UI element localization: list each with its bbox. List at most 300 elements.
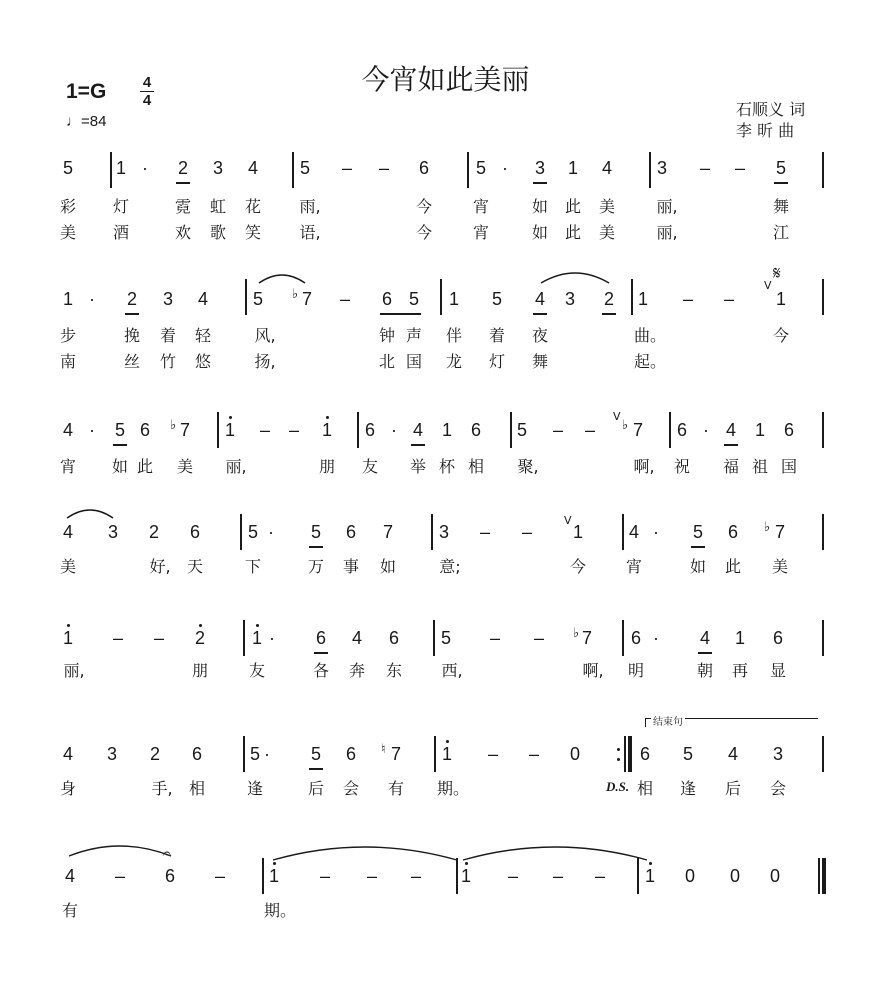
- note: 1: [115, 158, 127, 178]
- note: 6: [783, 420, 795, 440]
- lyric: 祖: [751, 457, 769, 476]
- note: 4: [601, 158, 613, 178]
- dash: –: [521, 522, 533, 542]
- lyric: 今: [415, 223, 433, 242]
- lyricist-credit: 石顺义 词: [736, 100, 806, 119]
- dash: –: [114, 866, 126, 886]
- lyric: 此: [564, 223, 582, 242]
- lyric: 下: [244, 557, 262, 576]
- note: 5: [310, 744, 322, 764]
- bar-line: [433, 620, 435, 656]
- lyric: 扬,: [254, 352, 276, 371]
- lyric: 朋: [318, 457, 336, 476]
- note: 6: [388, 628, 400, 648]
- lyric: 挽: [123, 326, 141, 345]
- lyric: 宵: [472, 197, 490, 216]
- note: 4: [699, 628, 711, 648]
- high-octave-dot: [199, 624, 202, 627]
- lyric: 霓: [174, 197, 192, 216]
- dash: –: [378, 158, 390, 178]
- note: 3: [212, 158, 224, 178]
- underline: [691, 546, 705, 548]
- lyric: 虹: [209, 197, 227, 216]
- note: 1: [460, 866, 472, 886]
- slur: [258, 271, 306, 285]
- lyric: 花: [244, 197, 262, 216]
- note: 4: [534, 289, 546, 309]
- dot-duration: ·: [703, 420, 709, 440]
- bar-line: [467, 152, 469, 188]
- note: 3: [534, 158, 546, 178]
- lyric: 起。: [633, 352, 667, 371]
- lyric: 后: [724, 779, 742, 798]
- lyric: 奔: [348, 661, 366, 680]
- note: 1: [268, 866, 280, 886]
- lyric: 祝: [673, 457, 691, 476]
- note: 1: [62, 628, 74, 648]
- bar-line: [510, 412, 512, 448]
- lyric: 各: [312, 661, 330, 680]
- bar-line: [110, 152, 112, 188]
- bar-line: [822, 514, 824, 550]
- high-octave-dot: [465, 862, 468, 865]
- lyric: 此: [724, 557, 742, 576]
- lyric: 丝: [123, 352, 141, 371]
- note: 6: [191, 744, 203, 764]
- lyric: 会: [769, 779, 787, 798]
- lyric: 灯: [112, 197, 130, 216]
- lyric: 美: [59, 223, 77, 242]
- lyric: 举: [409, 457, 427, 476]
- lyric: 彩: [59, 197, 77, 216]
- lyric: 期。: [436, 779, 470, 798]
- lyric: 今: [569, 557, 587, 576]
- high-octave-dot: [256, 624, 259, 627]
- underline: [176, 182, 190, 184]
- note: 6: [315, 628, 327, 648]
- score-line-5: [0, 620, 891, 750]
- bar-line: [440, 279, 442, 315]
- dash: –: [528, 744, 540, 764]
- note: 5: [440, 628, 452, 648]
- note: 4: [247, 158, 259, 178]
- lyric: 曲。: [633, 326, 667, 345]
- breath-mark: V: [764, 279, 772, 292]
- lyric: 有: [387, 779, 405, 798]
- dash: –: [410, 866, 422, 886]
- slur: [66, 506, 114, 520]
- bar-line: [631, 279, 633, 315]
- note: 7: [581, 628, 593, 648]
- note: 4: [727, 744, 739, 764]
- lyric: 江: [772, 223, 790, 242]
- high-octave-dot: [229, 416, 232, 419]
- dash: –: [699, 158, 711, 178]
- dash: –: [288, 420, 300, 440]
- underline: [411, 444, 425, 446]
- lyric: 相: [467, 457, 485, 476]
- note: 1: [448, 289, 460, 309]
- lyric: 丽,: [225, 457, 247, 476]
- note: 7: [390, 744, 402, 764]
- note: 4: [725, 420, 737, 440]
- lyric: 着: [488, 326, 506, 345]
- dash: –: [214, 866, 226, 886]
- dash: –: [489, 628, 501, 648]
- bar-line: [292, 152, 294, 188]
- lyric: 雨,: [299, 197, 321, 216]
- note: 1: [321, 420, 333, 440]
- fermata-icon: 𝄐: [163, 846, 171, 862]
- key-signature: 1=G: [66, 80, 107, 103]
- lyric: 歌: [209, 223, 227, 242]
- lyric: 意;: [439, 557, 461, 576]
- tie: [272, 844, 458, 862]
- lyric: 北: [378, 352, 396, 371]
- note: 7: [632, 420, 644, 440]
- lyric: 丽,: [656, 223, 678, 242]
- bar-line: [649, 152, 651, 188]
- lyric: 欢: [174, 223, 192, 242]
- dot-duration: ·: [269, 628, 275, 648]
- underline: [309, 546, 323, 548]
- lyric: 笑: [244, 223, 262, 242]
- note: 2: [149, 744, 161, 764]
- ds-marking: D.S.: [606, 779, 630, 794]
- tempo-value: =84: [81, 113, 107, 130]
- dot-duration: ·: [89, 420, 95, 440]
- note: 1: [441, 420, 453, 440]
- bar-line: [669, 412, 671, 448]
- underline: [724, 444, 738, 446]
- lyric: 福: [722, 457, 740, 476]
- dash: –: [259, 420, 271, 440]
- dash: –: [584, 420, 596, 440]
- lyric: 西,: [441, 661, 463, 680]
- note: 2: [194, 628, 206, 648]
- lyric: 相: [188, 779, 206, 798]
- note: 1: [754, 420, 766, 440]
- note: 5: [310, 522, 322, 542]
- repeat-end-thin: [624, 736, 626, 772]
- dash: –: [479, 522, 491, 542]
- dot-duration: ·: [653, 628, 659, 648]
- underline: [698, 652, 712, 654]
- lyric: 如: [531, 223, 549, 242]
- lyric: 风,: [254, 326, 276, 345]
- note: 1: [644, 866, 656, 886]
- note: 6: [470, 420, 482, 440]
- lyric: 手,: [151, 779, 173, 798]
- high-octave-dot: [446, 740, 449, 743]
- note: 1: [734, 628, 746, 648]
- score-line-7: [0, 846, 891, 988]
- note: 3: [772, 744, 784, 764]
- note: 4: [62, 420, 74, 440]
- note: 4: [412, 420, 424, 440]
- lyric: 舞: [531, 352, 549, 371]
- lyric: 伴: [445, 326, 463, 345]
- dot-duration: ·: [502, 158, 508, 178]
- lyric: 显: [769, 661, 787, 680]
- lyric: 东: [385, 661, 403, 680]
- dash: –: [319, 866, 331, 886]
- underline: [533, 182, 547, 184]
- underline: [533, 313, 547, 315]
- dash: –: [594, 866, 606, 886]
- note: 2: [148, 522, 160, 542]
- lyric: 如: [689, 557, 707, 576]
- note: 1: [251, 628, 263, 648]
- underline: [125, 313, 139, 315]
- note: 5: [516, 420, 528, 440]
- rest: 0: [729, 866, 741, 886]
- lyric: 此: [564, 197, 582, 216]
- lyric: 宵: [472, 223, 490, 242]
- note: 5: [299, 158, 311, 178]
- note: 6: [639, 744, 651, 764]
- note: 4: [351, 628, 363, 648]
- lyric: 宵: [59, 457, 77, 476]
- slur: [540, 269, 610, 285]
- note: 1: [572, 522, 584, 542]
- flat-icon: ♭: [292, 287, 299, 302]
- flat-icon: ♭: [573, 626, 580, 641]
- time-bottom: 4: [142, 92, 152, 109]
- repeat-dot: [617, 758, 620, 761]
- note: 1: [224, 420, 236, 440]
- lyric: 聚,: [517, 457, 539, 476]
- lyric: 美: [598, 197, 616, 216]
- note: 3: [162, 289, 174, 309]
- note: 6: [364, 420, 376, 440]
- note: 5: [62, 158, 74, 178]
- lyric: 身: [59, 779, 77, 798]
- lyric: 丽,: [656, 197, 678, 216]
- bar-line: [456, 858, 458, 894]
- note: 4: [62, 522, 74, 542]
- lyric: 啊,: [582, 661, 604, 680]
- note: 6: [139, 420, 151, 440]
- note: 4: [62, 744, 74, 764]
- dash: –: [533, 628, 545, 648]
- lyric: 南: [59, 352, 77, 371]
- flat-icon: ♭: [170, 418, 177, 433]
- note: 6: [727, 522, 739, 542]
- lyric: 友: [248, 661, 266, 680]
- lyric: 美: [598, 223, 616, 242]
- natural-icon: ♮: [381, 742, 386, 757]
- dash: –: [682, 289, 694, 309]
- note: 2: [126, 289, 138, 309]
- note: 6: [630, 628, 642, 648]
- note: 6: [676, 420, 688, 440]
- underline: [309, 768, 323, 770]
- dash: –: [487, 744, 499, 764]
- note: 3: [564, 289, 576, 309]
- lyric: 宵: [625, 557, 643, 576]
- breath-mark: V: [564, 514, 572, 527]
- composer-credit: 李 昕 曲: [736, 121, 795, 140]
- bar-line: [622, 620, 624, 656]
- lyric: 朋: [191, 661, 209, 680]
- bar-line: [262, 858, 264, 894]
- lyric: 酒: [112, 223, 130, 242]
- note: 1: [637, 289, 649, 309]
- high-octave-dot: [67, 624, 70, 627]
- lyric: 会: [342, 779, 360, 798]
- lyric: 天: [186, 557, 204, 576]
- lyric: 明: [627, 661, 645, 680]
- note: 7: [301, 289, 313, 309]
- final-bar-thin: [818, 858, 820, 894]
- underline: [380, 313, 421, 315]
- high-octave-dot: [326, 416, 329, 419]
- note: 6: [345, 522, 357, 542]
- bar-line: [637, 858, 639, 894]
- bar-line: [434, 736, 436, 772]
- high-octave-dot: [649, 862, 652, 865]
- lyric: 悠: [194, 352, 212, 371]
- lyric: 万: [307, 557, 325, 576]
- flat-icon: ♭: [764, 520, 771, 535]
- note: 4: [197, 289, 209, 309]
- note: 5: [491, 289, 503, 309]
- dot-duration: ·: [268, 522, 274, 542]
- quarter-note-icon: ♩: [66, 113, 81, 130]
- lyric: 国: [405, 352, 423, 371]
- dot-duration: ·: [89, 289, 95, 309]
- dash: –: [552, 420, 564, 440]
- note: 5: [408, 289, 420, 309]
- bar-line: [431, 514, 433, 550]
- lyric: 期。: [263, 901, 297, 920]
- ending-label: 结束句: [651, 713, 685, 728]
- rest: 0: [684, 866, 696, 886]
- lyric: 灯: [488, 352, 506, 371]
- dot-duration: ·: [653, 522, 659, 542]
- bar-line: [217, 412, 219, 448]
- note: 3: [438, 522, 450, 542]
- note: 5: [247, 522, 259, 542]
- lyric: 事: [342, 557, 360, 576]
- dash: –: [366, 866, 378, 886]
- lyric: 国: [780, 457, 798, 476]
- note: 1: [62, 289, 74, 309]
- lyric: 舞: [772, 197, 790, 216]
- lyric: 美: [771, 557, 789, 576]
- dot-duration: ·: [391, 420, 397, 440]
- breath-mark: V: [613, 410, 621, 423]
- lyric: 龙: [445, 352, 463, 371]
- note: 6: [164, 866, 176, 886]
- lyric: 竹: [159, 352, 177, 371]
- note: 2: [603, 289, 615, 309]
- note: 5: [775, 158, 787, 178]
- underline: [774, 182, 788, 184]
- lyric: 后: [307, 779, 325, 798]
- tie: [462, 844, 648, 862]
- ending-bracket-tick: [645, 718, 646, 727]
- lyric: 如: [531, 197, 549, 216]
- lyric: 友: [361, 457, 379, 476]
- lyric: 此: [136, 457, 154, 476]
- lyric: 如: [379, 557, 397, 576]
- lyric: 今: [772, 326, 790, 345]
- lyric: 钟: [378, 326, 396, 345]
- lyric: 杯: [438, 457, 456, 476]
- lyric: 如: [111, 457, 129, 476]
- note: 6: [345, 744, 357, 764]
- time-top: 4: [142, 74, 152, 91]
- repeat-dot: [617, 748, 620, 751]
- final-bar-thick: [822, 858, 826, 894]
- lyric: 好,: [149, 557, 171, 576]
- bar-line: [622, 514, 624, 550]
- lyric: 着: [159, 326, 177, 345]
- bar-line: [822, 620, 824, 656]
- lyric: 美: [176, 457, 194, 476]
- bar-line: [822, 152, 824, 188]
- underline: [602, 313, 616, 315]
- lyric: 逢: [246, 779, 264, 798]
- lyric: 有: [61, 901, 79, 920]
- lyric: 逢: [679, 779, 697, 798]
- high-octave-dot: [273, 862, 276, 865]
- bar-line: [822, 412, 824, 448]
- note: 3: [107, 522, 119, 542]
- rest: 0: [769, 866, 781, 886]
- lyric: 声: [405, 326, 423, 345]
- note: 5: [252, 289, 264, 309]
- note: 4: [628, 522, 640, 542]
- slur: [68, 842, 172, 858]
- lyric: 再: [731, 661, 749, 680]
- note: 5: [475, 158, 487, 178]
- note: 6: [418, 158, 430, 178]
- rest: 0: [569, 744, 581, 764]
- dot-duration: ·: [264, 744, 270, 764]
- lyric: 轻: [194, 326, 212, 345]
- note: 7: [179, 420, 191, 440]
- underline: [314, 652, 328, 654]
- segno-icon: 𝄋: [773, 263, 781, 284]
- note: 7: [774, 522, 786, 542]
- bar-line: [245, 279, 247, 315]
- tempo-marking: [66, 113, 106, 130]
- bar-line: [243, 620, 245, 656]
- note: 2: [177, 158, 189, 178]
- score-line-2: [0, 263, 891, 409]
- note: 3: [106, 744, 118, 764]
- note: 5: [114, 420, 126, 440]
- lyric: 夜: [531, 326, 549, 345]
- note: 6: [381, 289, 393, 309]
- score-line-1: [0, 152, 891, 282]
- dash: –: [552, 866, 564, 886]
- lyric: 步: [59, 326, 77, 345]
- note: 1: [567, 158, 579, 178]
- bar-line: [357, 412, 359, 448]
- note: 6: [772, 628, 784, 648]
- dash: –: [341, 158, 353, 178]
- song-title: 今宵如此美丽: [361, 63, 530, 96]
- dash: –: [507, 866, 519, 886]
- lyric: 美: [59, 557, 77, 576]
- repeat-end-thick: [628, 736, 632, 772]
- dash: –: [339, 289, 351, 309]
- dash: –: [734, 158, 746, 178]
